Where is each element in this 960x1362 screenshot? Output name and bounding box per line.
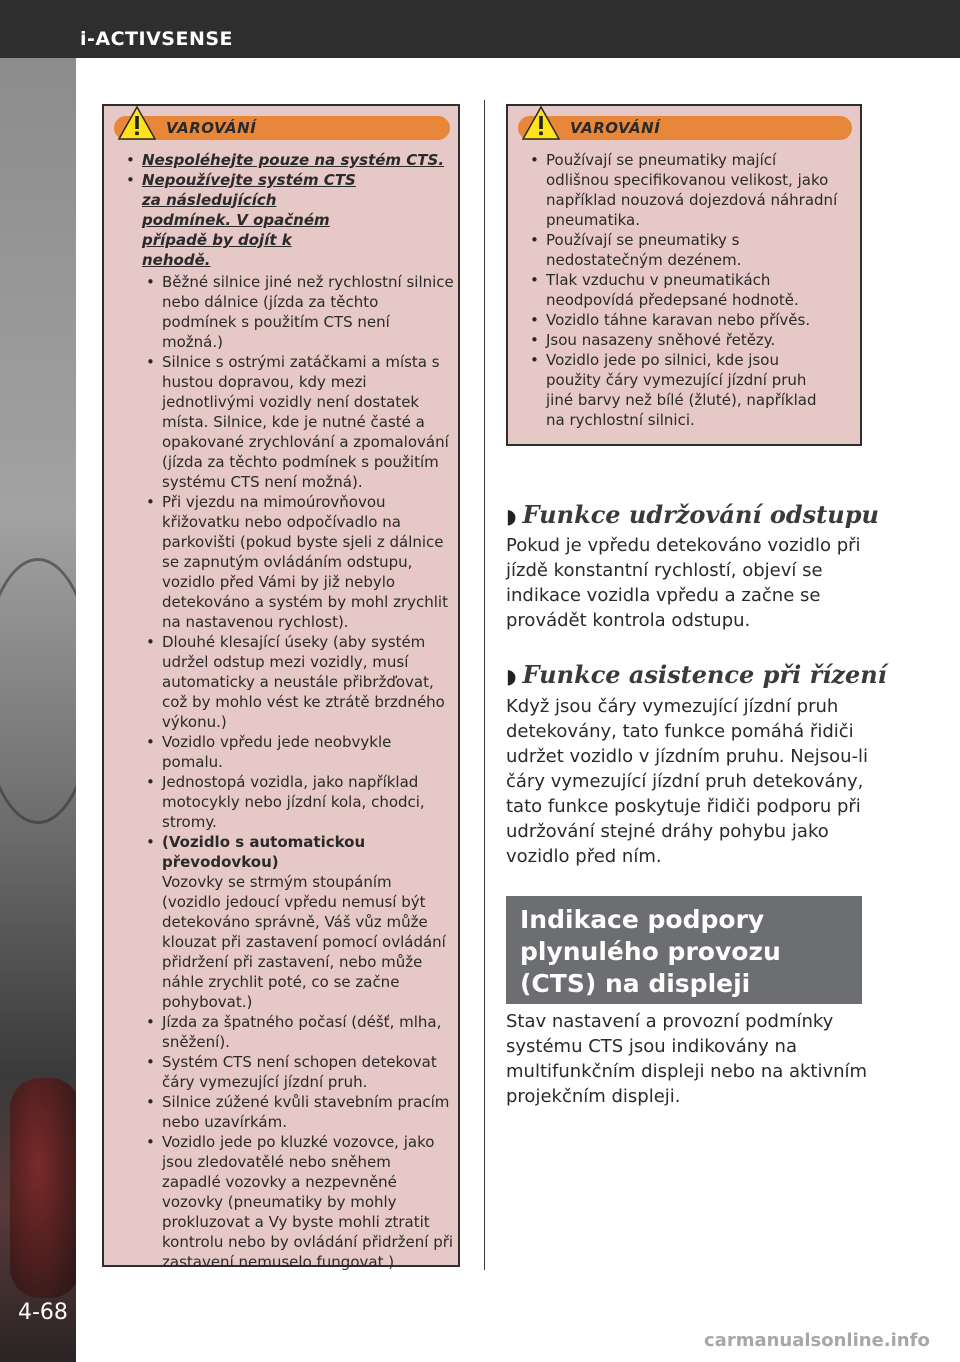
list-item: • Tlak vzduchu v pneumatikách neodpovídá předepsané hodnotě. <box>528 270 838 310</box>
warning-header <box>114 116 450 140</box>
page-number: 4-68 <box>18 1300 68 1325</box>
warning-box-left <box>102 104 460 1271</box>
list-item: • Nepoužívejte systém CTS za následujících podmínek. V opačném případě by dojít k nehodě. <box>124 170 454 270</box>
list-item <box>144 832 454 1012</box>
list-item: • Vozidlo táhne karavan nebo přívěs. <box>528 310 838 330</box>
sidebar-photo <box>0 58 76 1362</box>
warning-triangle-icon <box>522 106 560 140</box>
list-item: • Běžné silnice jiné než rychlostní silnice nebo dálnice (jízda za těchto podmínek s použitím CTS není možná.) <box>144 272 454 352</box>
list-item: • Jednostopá vozidla, jako například motocykly nebo jízdní kola, chodci, stromy. <box>144 772 454 832</box>
warning-triangle-icon <box>118 106 156 140</box>
chapter-title: i-ACTIVSENSE <box>80 28 234 50</box>
column-divider <box>484 100 485 1270</box>
list-item: • Používají se pneumatiky mající odlišnou specifikovanou velikost, jako například nouzová dojezdová náhradní pneumatika. <box>528 150 838 230</box>
section-marker-icon: ◗ <box>506 504 517 528</box>
warning-header <box>518 116 852 140</box>
list-item-text: Vozovky se strmým stoupáním (vozidlo jedoucí vpředu nemusí být detekováno správně, Váš vůz může klouzat při zastavení pomocí ovládání přidržení při zastavení, nebo může náhle zrychlit poté, co se začne pohybovat.) <box>162 873 446 1011</box>
list-item: • Při vjezdu na mimoúrovňovou křižovatku nebo odpočívadlo na parkovišti (pokud byste sjeli z dálnice se zapnutým ovládáním odstupu, vozidlo před Vámi by již nebylo detekováno a systém by mohl zrychlit na nastavenou rychlost). <box>144 492 454 632</box>
warning-box-right <box>506 104 862 446</box>
warning-content <box>528 150 838 430</box>
list-item: • Používají se pneumatiky s nedostatečným dezénem. <box>528 230 838 270</box>
list-item: • Vozidlo vpředu jede neobvykle pomalu. <box>144 732 454 772</box>
list-item: • Jízda za špatného počasí (déšť, mlha, sněžení). <box>144 1012 454 1052</box>
list-item: • Silnice zúžené kvůli stavebním pracím nebo uzavírkám. <box>144 1092 454 1132</box>
warning-content <box>124 150 454 1272</box>
seat-image-detail <box>10 1078 76 1298</box>
section-paragraph: Když jsou čáry vymezující jízdní pruh detekovány, tato funkce pomáhá řidiči udržet vozidlo v jízdním pruhu. Nejsou-li čáry vymezující jízdní pruh detekovány, tato funkce poskytuje řidiči podporu při udržování stejné dráhy pohybu jako vozidlo před ním. <box>506 696 869 867</box>
list-item: • Jsou nasazeny sněhové řetězy. <box>528 330 838 350</box>
warning-heading: VAROVÁNÍ <box>570 119 661 137</box>
warning-heading: VAROVÁNÍ <box>166 119 257 137</box>
top-bar <box>0 0 960 58</box>
list-item: • Dlouhé klesající úseky (aby systém udržel odstup mezi vozidly, musí automaticky a neustále přibržďovat, což by mohlo vést ke ztrátě brzdného výkonu.) <box>144 632 454 732</box>
section-title: Funkce udržování odstupu <box>522 500 879 529</box>
list-item: • Vozidlo jede po silnici, kde jsou použity čáry vymezující jízdní pruh jiné barvy než bílé (žluté), například na rychlostní silnici. <box>528 350 838 430</box>
list-item: • Silnice s ostrými zatáčkami a místa s hustou dopravou, kdy mezi jednotlivými vozidly není dostatek místa. Silnice, kde je nutné časté a opakované zrychlování a zpomalování (jízda za těchto podmínek s použitím systému CTS není možná). <box>144 352 454 492</box>
dashboard-image-detail <box>0 558 76 824</box>
watermark: carmanualsonline.info <box>704 1330 930 1351</box>
list-item: • Systém CTS není schopen detekovat čáry vymezující jízdní pruh. <box>144 1052 454 1092</box>
section-heading <box>506 500 879 529</box>
section-paragraph: Stav nastavení a provozní podmínky systému CTS jsou indikovány na multifunkčním displeji nebo na aktivním projekčním displeji. <box>506 1011 868 1107</box>
list-item: • Vozidlo jede po kluzké vozovce, jako jsou zledovatělé nebo sněhem zapadlé vozovky a nezpevněné vozovky (pneumatiky by mohly prokluzovat a Vy byste mohli ztratit kontrolu nebo by ovládání přidržení při zastavení nemuselo fungovat.) <box>144 1132 454 1272</box>
list-item-bold: • (Vozidlo s automatickou převodovkou) <box>162 833 366 871</box>
section-title: Funkce asistence při řízení <box>522 660 887 689</box>
section-heading <box>506 660 887 689</box>
section-paragraph: Pokud je vpředu detekováno vozidlo při jízdě konstantní rychlostí, objeví se indikace vozidla vpředu a začne se provádět kontrola odstupu. <box>506 535 861 631</box>
section-heading-box: Indikace podpory plynulého provozu (CTS) na displeji <box>506 896 862 1004</box>
section-marker-icon: ◗ <box>506 664 517 688</box>
list-item: • Nespoléhejte pouze na systém CTS. <box>124 150 454 170</box>
